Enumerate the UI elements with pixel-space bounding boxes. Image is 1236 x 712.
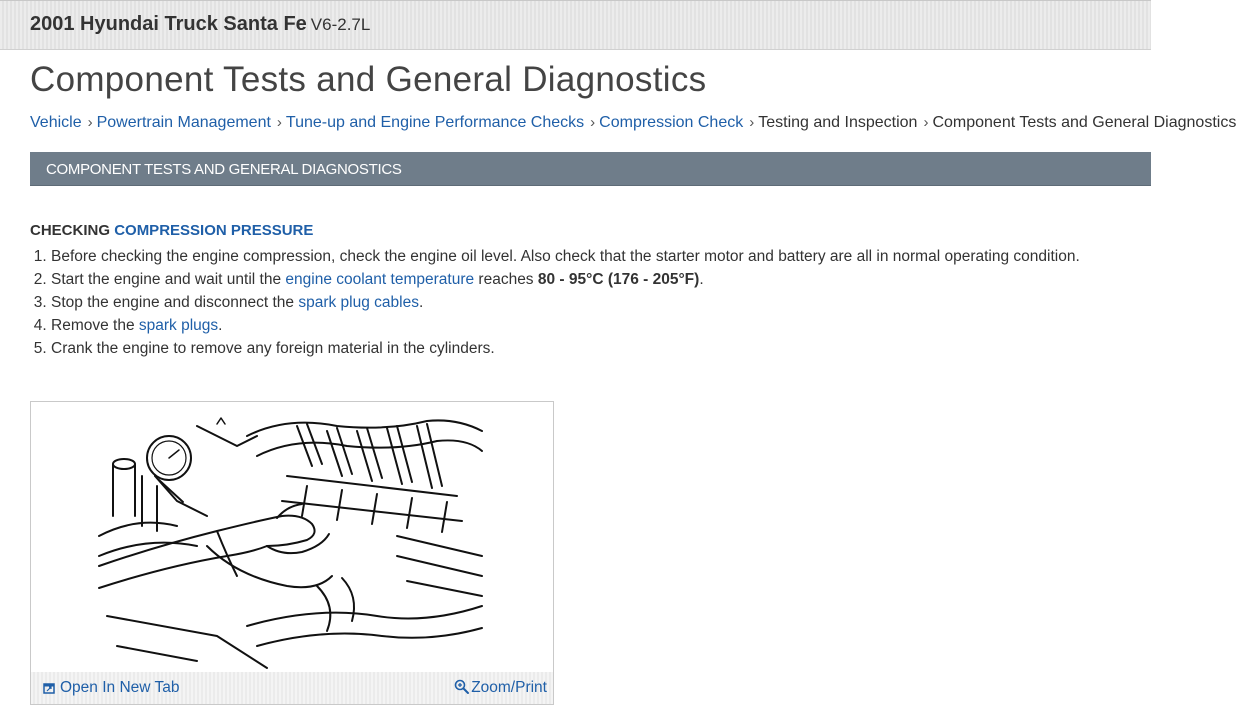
step-item <box>51 337 1145 360</box>
zoom-print-button[interactable] <box>454 679 547 697</box>
step-text: Remove the <box>51 317 139 334</box>
breadcrumb-chevron-icon: › <box>87 114 93 131</box>
step-item <box>51 314 1145 337</box>
figure-footer <box>31 672 553 704</box>
open-in-new-tab-label: Open In New Tab <box>60 679 180 696</box>
temperature-spec: 80 - 95°C (176 - 205°F) <box>537 271 700 288</box>
step-item <box>51 245 1145 268</box>
step-text: . <box>418 294 424 311</box>
step-text: Start the engine and wait until the <box>51 271 286 288</box>
vehicle-name: 2001 Hyundai Truck Santa Fe <box>30 13 307 35</box>
section-title: COMPONENT TESTS AND GENERAL DIAGNOSTICS <box>46 161 402 178</box>
procedure-heading <box>30 221 1145 241</box>
breadcrumb-current-page: Component Tests and General Diagnostics <box>932 114 1236 131</box>
section-header <box>30 152 1151 186</box>
engine-coolant-temperature-link[interactable]: engine coolant temperature <box>285 271 475 288</box>
spark-plugs-link[interactable]: spark plugs <box>138 317 219 334</box>
procedure-heading-prefix: CHECKING <box>30 222 111 239</box>
procedure-steps <box>30 245 1145 360</box>
step-item <box>51 291 1145 314</box>
procedure-content <box>30 221 1145 360</box>
step-text: Before checking the engine compression, check the engine oil level. Also check that the starter motor and battery are all in normal operating condition. <box>51 248 1080 265</box>
vehicle-title <box>30 13 370 36</box>
open-in-new-tab-button[interactable] <box>43 679 179 697</box>
step-text: Stop the engine and disconnect the <box>51 294 299 311</box>
vehicle-engine: V6-2.7L <box>310 15 371 34</box>
breadcrumb-compression-check[interactable]: Compression Check <box>599 114 744 131</box>
step-text: . <box>218 317 223 334</box>
breadcrumb <box>30 114 1236 132</box>
diagram-figure <box>30 401 554 705</box>
compression-pressure-link[interactable]: COMPRESSION PRESSURE <box>114 222 314 239</box>
step-text: Crank the engine to remove any foreign material in the cylinders. <box>51 340 495 357</box>
breadcrumb-chevron-icon: › <box>749 114 755 131</box>
magnifier-plus-icon <box>454 679 469 694</box>
spark-plug-cables-link[interactable]: spark plug cables <box>298 294 419 311</box>
step-text: . <box>699 271 704 288</box>
step-text: reaches <box>474 271 538 288</box>
breadcrumb-vehicle[interactable]: Vehicle <box>30 114 82 131</box>
breadcrumb-chevron-icon: › <box>590 114 596 131</box>
vehicle-header-bar <box>0 0 1151 50</box>
breadcrumb-testing-inspection: Testing and Inspection <box>758 114 918 131</box>
breadcrumb-chevron-icon: › <box>276 114 282 131</box>
breadcrumb-powertrain-management[interactable]: Powertrain Management <box>96 114 271 131</box>
breadcrumb-chevron-icon: › <box>923 114 929 131</box>
zoom-print-label: Zoom/Print <box>471 679 547 696</box>
compression-gauge-illustration[interactable] <box>97 406 487 672</box>
step-item <box>51 268 1145 291</box>
page-title: Component Tests and General Diagnostics <box>30 60 707 99</box>
breadcrumb-tune-up-checks[interactable]: Tune-up and Engine Performance Checks <box>285 114 585 131</box>
open-new-tab-icon <box>43 682 55 694</box>
